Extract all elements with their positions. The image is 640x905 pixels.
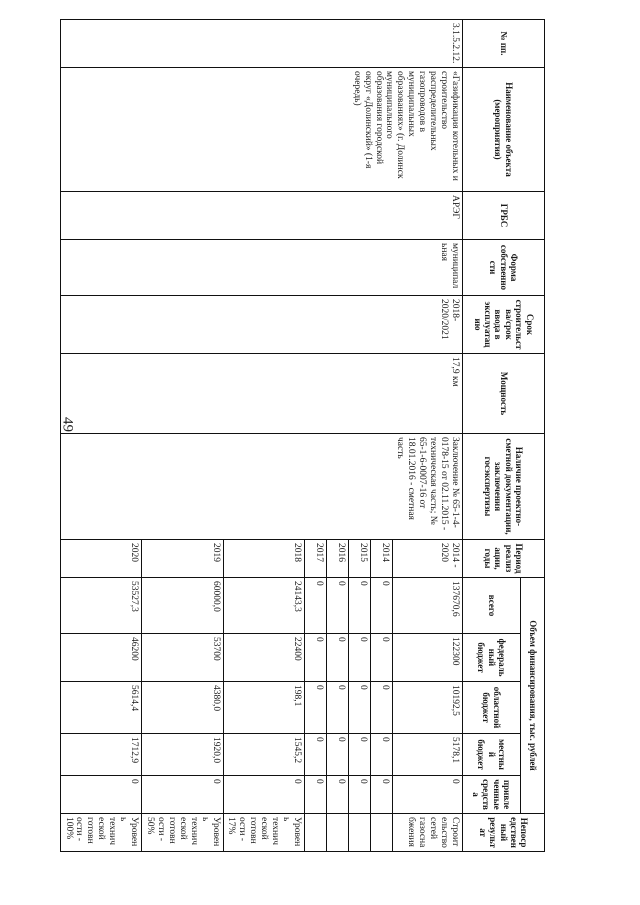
row-local: 0 [305, 734, 327, 776]
object-docs: Заключение № 65-1-4-0178-15 от 02.11.2015 - техническая часть; № 65-1-6-0007-16 от 18.01.2016 - сметная часть [60, 434, 462, 540]
object-term: 2018-2020/2021 [60, 296, 462, 354]
row-regional: 4380,0 [142, 682, 223, 734]
row-attracted: 0 [327, 776, 349, 814]
row-total: 0 [371, 578, 393, 634]
header-local: местный бюджет [463, 734, 521, 776]
object-grbs: АРЭГ [60, 192, 462, 240]
financing-table [60, 19, 545, 852]
row-attracted: 0 [142, 776, 223, 814]
header-ownership: Форма собственности [463, 240, 545, 296]
row-local: 0 [349, 734, 371, 776]
row-attracted: 0 [393, 776, 463, 814]
row-result [305, 814, 327, 852]
row-local: 0 [327, 734, 349, 776]
row-period: 2016 [327, 540, 349, 578]
row-local: 5178,1 [393, 734, 463, 776]
row-total: 0 [327, 578, 349, 634]
header-grbs: ГРБС [463, 192, 545, 240]
table-row [393, 20, 463, 852]
header-federal: федеральный бюджет [463, 634, 521, 682]
header-num: № пп. [463, 20, 545, 68]
object-capacity: 17,9 км [60, 354, 462, 434]
row-regional: 0 [371, 682, 393, 734]
row-attracted: 0 [305, 776, 327, 814]
row-federal: 0 [371, 634, 393, 682]
row-attracted: 0 [371, 776, 393, 814]
row-total: 0 [349, 578, 371, 634]
row-federal: 53700 [142, 634, 223, 682]
row-local: 1920,0 [142, 734, 223, 776]
header-docs: Наличие проектно-сметной документации, заключения госэкспертизы [463, 434, 545, 540]
row-period: 2018 [223, 540, 304, 578]
row-period: 2020 [60, 540, 141, 578]
header-attracted: привлеченные средства [463, 776, 521, 814]
row-attracted: 0 [349, 776, 371, 814]
row-regional: 10192,5 [393, 682, 463, 734]
row-result: Уровень технической готовности - 17% [223, 814, 304, 852]
row-federal: 122300 [393, 634, 463, 682]
row-regional: 198,1 [223, 682, 304, 734]
row-total: 60000,0 [142, 578, 223, 634]
object-name: «Газификация котельных и строительство распределительных газопроводов в муниципальных образованиях» (г. Долинск муниципального образования городской округ «Долинский» (1-я очередь) [60, 68, 462, 192]
row-period: 2015 [349, 540, 371, 578]
row-result [349, 814, 371, 852]
row-federal: 22400 [223, 634, 304, 682]
row-total: 137670,6 [393, 578, 463, 634]
row-period: 2019 [142, 540, 223, 578]
row-federal: 46200 [60, 634, 141, 682]
row-result: Строительство сетей газоснабжения [393, 814, 463, 852]
row-federal: 0 [305, 634, 327, 682]
row-result: Уровень технической готовности - 50% [142, 814, 223, 852]
row-regional: 0 [327, 682, 349, 734]
header-result: Непосредственный результат [463, 814, 545, 852]
row-period: 2014 - 2020 [393, 540, 463, 578]
row-total: 53527,3 [60, 578, 141, 634]
row-period: 2014 [371, 540, 393, 578]
row-regional: 5614,4 [60, 682, 141, 734]
row-local: 1545,2 [223, 734, 304, 776]
row-total: 24143,3 [223, 578, 304, 634]
row-result [327, 814, 349, 852]
header-name: Наименование объекта (мероприятия) [463, 68, 545, 192]
row-regional: 0 [349, 682, 371, 734]
row-result: Уровень технической готовности - 100% [60, 814, 141, 852]
header-capacity: Мощность [463, 354, 545, 434]
row-local: 0 [371, 734, 393, 776]
row-local: 1712,9 [60, 734, 141, 776]
header-regional: областной бюджет [463, 682, 521, 734]
row-result [371, 814, 393, 852]
object-num: 3.1.5.2.12. [60, 20, 462, 68]
object-ownership: муниципальная [60, 240, 462, 296]
header-term: Срок строительства/срок ввода в эксплуатацию [463, 296, 545, 354]
row-period: 2017 [305, 540, 327, 578]
row-attracted: 0 [223, 776, 304, 814]
page-number: 49 [59, 417, 76, 432]
header-financing: Объем финансирования, тыс. рублей [521, 578, 545, 814]
row-federal: 0 [349, 634, 371, 682]
header-total: всего [463, 578, 521, 634]
row-attracted: 0 [60, 776, 141, 814]
row-total: 0 [305, 578, 327, 634]
row-federal: 0 [327, 634, 349, 682]
row-regional: 0 [305, 682, 327, 734]
header-period: Период реализации, годы [463, 540, 545, 578]
